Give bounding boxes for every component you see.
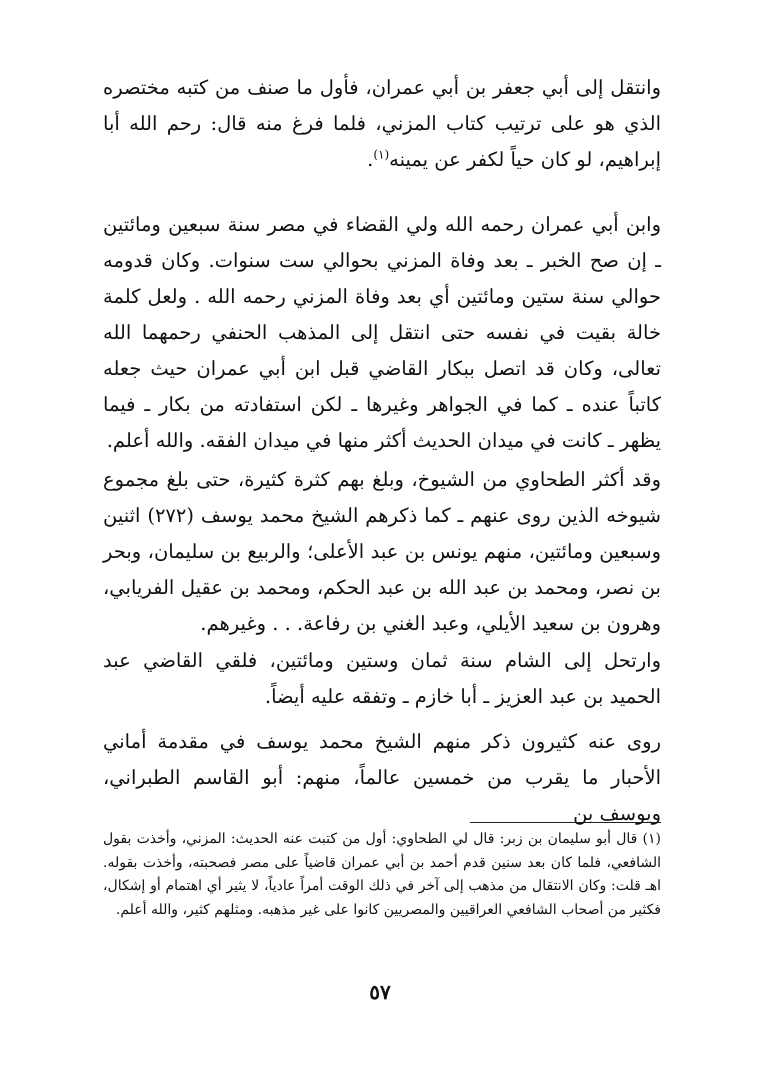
paragraph-3: وقد أكثر الطحاوي من الشيوخ، وبلغ بهم كثرة كثيرة، حتى بلغ مجموع شيوخه الذين روى عنهم ـ كما ذكرهم الشيخ محمد يوسف (٢٧٢) اثنين وسبعين ومائتين، منهم يونس بن عبد الأعلى؛ والربيع بن سليمان، وبحر بن نصر، ومحمد بن عبد الله بن عبد الحكم، ومحمد بن عقيل الفريابي، وهرون بن سعيد الأيلي، وعبد الغني بن رفاعة. . . وغيرهم. xyxy=(103,468,662,635)
footnote-reference: (١) xyxy=(373,147,390,162)
paragraph-4: وارتحل إلى الشام سنة ثمان وستين ومائتين، فلقي القاضي عبد الحميد بن عبد العزيز ـ أبا خازم ـ وتفقه عليه أيضاً. xyxy=(103,649,661,708)
page-number: ٥٧ xyxy=(369,980,391,1004)
paragraph-1-text: وانتقل إلى أبي جعفر بن أبي عمران، فأول ما صنف من كتبه مختصره الذي هو على ترتيب كتاب المزني، فلما فرغ منه قال: رحم الله أبا إبراهيم، لو كان حياً لكفر عن يمينه xyxy=(103,76,661,171)
paragraph-1 xyxy=(103,70,661,178)
paragraph-2: وابن أبي عمران رحمه الله ولي القضاء في مصر سنة سبعين ومائتين ـ إن صح الخبر ـ بعد وفاة المزني بحوالي ست سنوات. وكان قدومه حوالي سنة ستين ومائتين أي بعد وفاة المزني رحمه الله . ولعل كلمة خالة بقيت في نفسه حتى انتقل إلى المذهب الحنفي رحمهما الله تعالى، وكان قد اتصل ببكار القاضي قبل ابن أبي عمران حيث جعله كاتباً عنده ـ كما في الجواهر وغيرها ـ لكن استفادته من بكار ـ فيما يظهر ـ كانت في ميدان الحديث أكثر منها في ميدان الفقه. والله أعلم. xyxy=(103,213,661,452)
paragraph-1-tail: . xyxy=(367,148,374,171)
paragraph-5: روى عنه كثيرون ذكر منهم الشيخ محمد يوسف في مقدمة أماني الأحبار ما يقرب من خمسين عالماً، منهم: أبو القاسم الطبراني، ويوسف بن xyxy=(103,730,661,825)
footnote-divider xyxy=(470,822,661,823)
footnote: (١) قال أبو سليمان بن زبر: قال لي الطحاوي: أول من كتبت عنه الحديث: المزني، وأخذت بقول الشافعي، فلما كان بعد سنين قدم أحمد بن أبي عمران قاضياً على مصر فصحبته، وأخذت بقوله. اهـ قلت: وكان الانتقال من مذهب إلى آخر في ذلك الوقت أمراً عادياً، لا يثير أي اهتمام أو إشكال، فكثير من أصحاب الشافعي العراقيين والمصريين كانوا على غير مذهبه. ومثلهم كثير، والله أعلم. xyxy=(103,831,661,918)
